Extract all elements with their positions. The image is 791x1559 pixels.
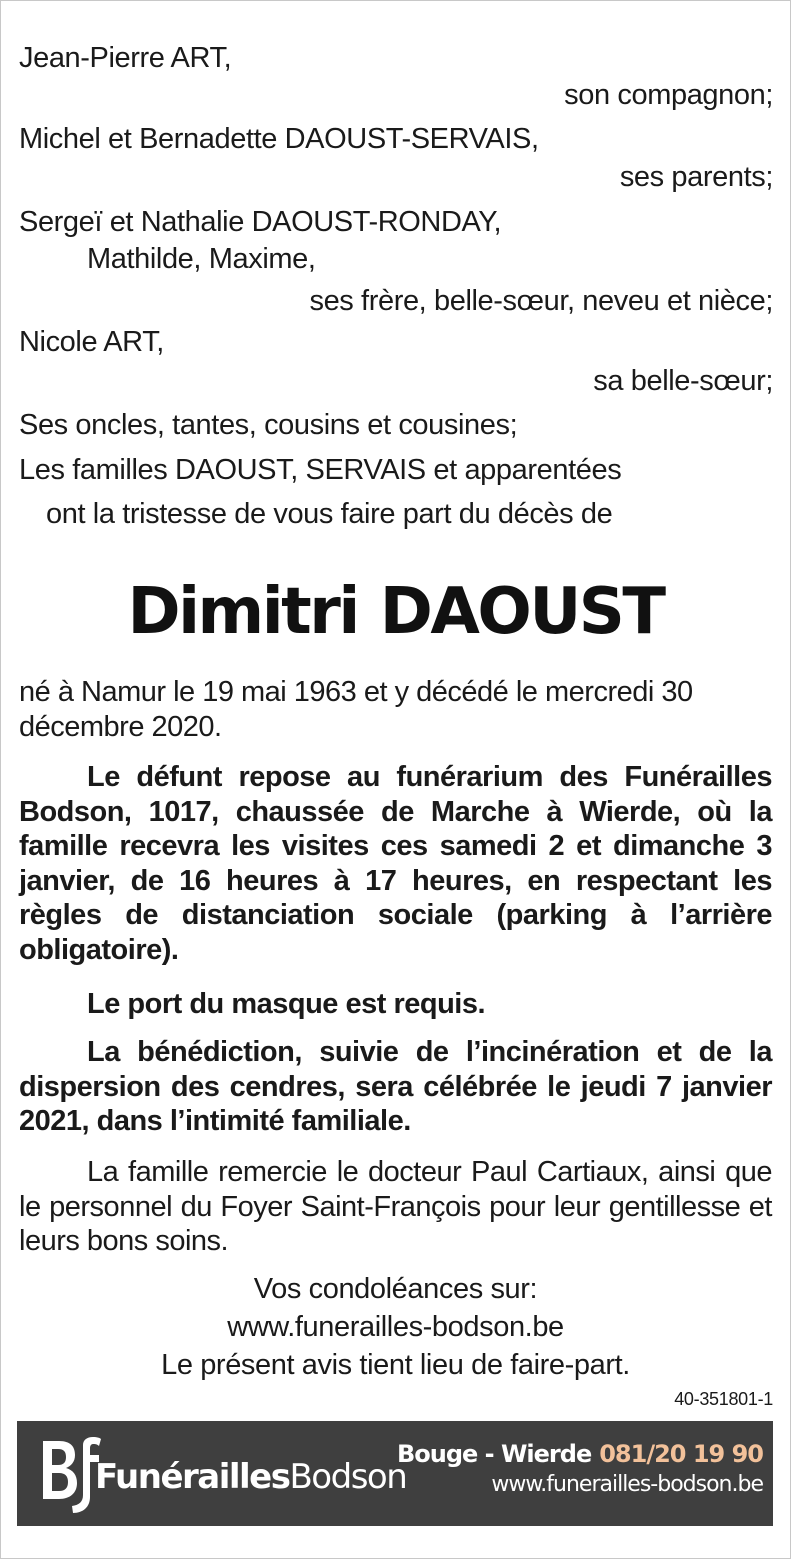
family-line-3: Michel et Bernadette DAOUST-SERVAIS,: [19, 123, 539, 155]
phone-number[interactable]: 081/20 19 90: [599, 1440, 763, 1468]
family-line-2: son compagnon;: [564, 79, 773, 111]
ceremony-paragraph: La bénédiction, suivie de l’incinération et de la dispersion des cendres, sera célébrée le jeudi 7 janvier 2021, dans l’intimité familiale.: [19, 1036, 772, 1137]
family-line-4: ses parents;: [619, 161, 773, 193]
funeral-home-banner: [17, 1421, 773, 1526]
condolences-url[interactable]: www.funerailles-bodson.be: [227, 1311, 564, 1343]
family-line-8: Nicole ART,: [19, 326, 164, 358]
faire-part-note: Le présent avis tient lieu de faire-part.: [161, 1349, 630, 1381]
brand-part-2: Bodson: [289, 1457, 407, 1497]
family-line-10: Ses oncles, tantes, cousins et cousines;: [19, 409, 518, 441]
family-line-7: ses frère, belle-sœur, neveu et nièce;: [309, 285, 773, 317]
contact-block: [397, 1439, 763, 1501]
reference-number: 40-351801-1: [674, 1389, 773, 1409]
birth-death-text: né à Namur le 19 mai 1963 et y décédé le mercredi 30 décembre 2020.: [19, 676, 693, 743]
deceased-name: [0, 572, 791, 652]
deceased-first-name: Dimitri: [127, 575, 358, 649]
condolences-label: Vos condoléances sur:: [253, 1273, 538, 1305]
thanks-paragraph: La famille remercie le docteur Paul Cartiaux, ainsi que le personnel du Foyer Saint-François pour leur gentillesse et leurs bons soins.: [19, 1156, 772, 1257]
location-text: Bouge - Wierde: [396, 1440, 592, 1468]
deceased-last-name: DAOUST: [379, 575, 664, 649]
family-line-6: Mathilde, Maxime,: [87, 243, 316, 275]
mask-paragraph: Le port du masque est requis.: [87, 988, 486, 1020]
family-line-12: ont la tristesse de vous faire part du décès de: [46, 498, 613, 530]
brand-name: [95, 1449, 406, 1505]
family-line-1: Jean-Pierre ART,: [19, 42, 232, 74]
family-line-9: sa belle-sœur;: [593, 365, 773, 397]
visitation-paragraph: Le défunt repose au funérarium des Funérailles Bodson, 1017, chaussée de Marche à Wierde, où la famille recevra les visites ces samedi 2 et dimanche 3 janvier, de 16 heures à 17 heures, en respectant les règles de distanciation sociale (parking à l’arrière obligatoire).: [19, 761, 772, 966]
brand-part-1: Funérailles: [95, 1457, 290, 1497]
family-line-5: Sergeï et Nathalie DAOUST-RONDAY,: [19, 206, 502, 238]
family-line-11: Les familles DAOUST, SERVAIS et apparentées: [19, 454, 622, 486]
footer-website[interactable]: www.funerailles-bodson.be: [491, 1472, 763, 1497]
